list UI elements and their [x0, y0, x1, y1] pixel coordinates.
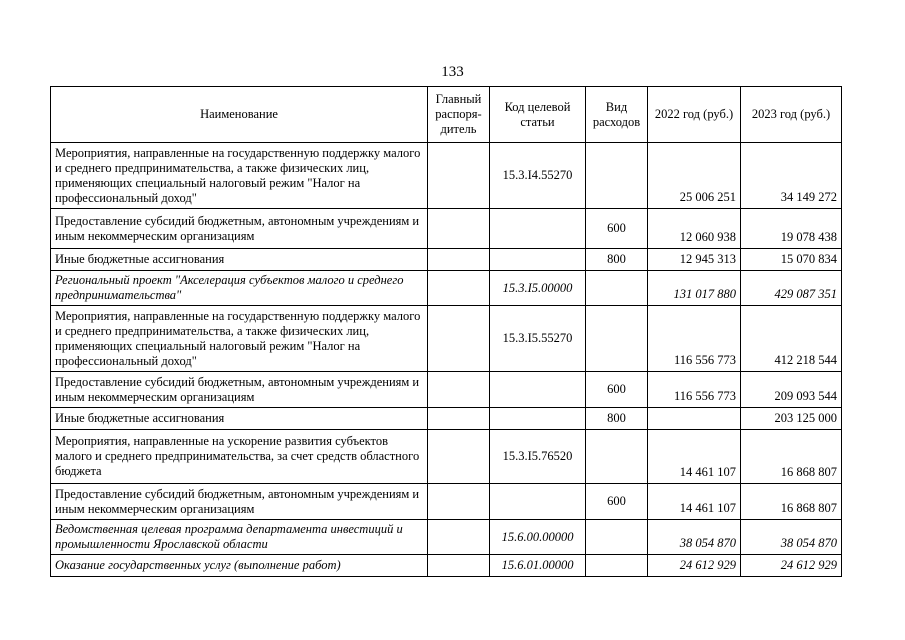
row-amount-2022: 116 556 773 — [648, 306, 741, 372]
row-name: Оказание государственных услуг (выполнение работ) — [51, 555, 428, 577]
header-code: Код целевой статьи — [490, 87, 586, 143]
page-number: 133 — [441, 64, 464, 80]
row-type — [586, 143, 648, 209]
row-name: Иные бюджетные ассигнования — [51, 408, 428, 430]
row-amount-2022: 25 006 251 — [648, 143, 741, 209]
row-code — [490, 484, 586, 520]
row-code: 15.3.I5.55270 — [490, 306, 586, 372]
row-code — [490, 408, 586, 430]
row-amount-2023: 16 868 807 — [741, 484, 842, 520]
table-row — [51, 143, 842, 209]
row-code: 15.3.I4.55270 — [490, 143, 586, 209]
row-name: Предоставление субсидий бюджетным, автономным учреждениям и иным некоммерческим организациям — [51, 484, 428, 520]
row-code: 15.3.I5.00000 — [490, 271, 586, 306]
row-type — [586, 306, 648, 372]
row-amount-2022: 12 945 313 — [648, 249, 741, 271]
row-amount-2022: 116 556 773 — [648, 372, 741, 408]
header-2023: 2023 год (руб.) — [741, 87, 842, 143]
header-2022: 2022 год (руб.) — [648, 87, 741, 143]
row-amount-2023: 24 612 929 — [741, 555, 842, 577]
row-amount-2023: 15 070 834 — [741, 249, 842, 271]
row-name: Иные бюджетные ассигнования — [51, 249, 428, 271]
row-name: Ведомственная целевая программа департамента инвестиций и промышленности Ярославской области — [51, 520, 428, 555]
row-name: Мероприятия, направленные на ускорение развития субъектов малого и среднего предпринимательства, за счет средств областного бюджета — [51, 430, 428, 484]
row-admin — [428, 209, 490, 249]
row-name: Предоставление субсидий бюджетным, автономным учреждениям и иным некоммерческим организациям — [51, 209, 428, 249]
row-type — [586, 271, 648, 306]
row-amount-2023: 429 087 351 — [741, 271, 842, 306]
table-body — [51, 143, 842, 577]
row-amount-2023: 19 078 438 — [741, 209, 842, 249]
row-name: Предоставление субсидий бюджетным, автономным учреждениям и иным некоммерческим организациям — [51, 372, 428, 408]
table-row — [51, 372, 842, 408]
row-type — [586, 520, 648, 555]
table-row — [51, 306, 842, 372]
row-amount-2022: 38 054 870 — [648, 520, 741, 555]
row-amount-2022: 24 612 929 — [648, 555, 741, 577]
table-row — [51, 484, 842, 520]
row-type — [586, 430, 648, 484]
table-row — [51, 209, 842, 249]
table-row — [51, 430, 842, 484]
row-code — [490, 249, 586, 271]
table-row — [51, 249, 842, 271]
row-type — [586, 555, 648, 577]
row-amount-2022: 14 461 107 — [648, 484, 741, 520]
row-admin — [428, 372, 490, 408]
row-code: 15.6.01.00000 — [490, 555, 586, 577]
row-code — [490, 372, 586, 408]
row-admin — [428, 520, 490, 555]
row-name: Мероприятия, направленные на государственную поддержку малого и среднего предпринимательства, а также физических лиц, применяющих специальный налоговый режим "Налог на профессиональный доход" — [51, 143, 428, 209]
table-row — [51, 555, 842, 577]
row-amount-2022: 131 017 880 — [648, 271, 741, 306]
row-admin — [428, 143, 490, 209]
row-admin — [428, 430, 490, 484]
header-type: Вид расходов — [586, 87, 648, 143]
row-amount-2023: 38 054 870 — [741, 520, 842, 555]
row-name: Региональный проект "Акселерация субъектов малого и среднего предпринимательства" — [51, 271, 428, 306]
row-type: 800 — [586, 408, 648, 430]
row-code: 15.6.00.00000 — [490, 520, 586, 555]
row-amount-2022 — [648, 408, 741, 430]
table-row — [51, 408, 842, 430]
header-name: Наименование — [51, 87, 428, 143]
row-type: 600 — [586, 484, 648, 520]
row-admin — [428, 484, 490, 520]
row-admin — [428, 249, 490, 271]
row-amount-2023: 34 149 272 — [741, 143, 842, 209]
row-type: 800 — [586, 249, 648, 271]
row-amount-2023: 209 093 544 — [741, 372, 842, 408]
row-amount-2023: 203 125 000 — [741, 408, 842, 430]
table-row — [51, 271, 842, 306]
row-amount-2022: 14 461 107 — [648, 430, 741, 484]
row-name: Мероприятия, направленные на государственную поддержку малого и среднего предпринимательства, а также физических лиц, применяющих специальный налоговый режим "Налог на профессиональный доход" — [51, 306, 428, 372]
row-type: 600 — [586, 372, 648, 408]
budget-table — [50, 86, 842, 577]
row-type: 600 — [586, 209, 648, 249]
row-amount-2023: 16 868 807 — [741, 430, 842, 484]
row-amount-2023: 412 218 544 — [741, 306, 842, 372]
row-admin — [428, 555, 490, 577]
row-code — [490, 209, 586, 249]
row-admin — [428, 408, 490, 430]
row-admin — [428, 306, 490, 372]
row-admin — [428, 271, 490, 306]
row-code: 15.3.I5.76520 — [490, 430, 586, 484]
header-admin: Главный распоря-дитель — [428, 87, 490, 143]
table-header-row — [51, 87, 842, 143]
table-row — [51, 520, 842, 555]
row-amount-2022: 12 060 938 — [648, 209, 741, 249]
